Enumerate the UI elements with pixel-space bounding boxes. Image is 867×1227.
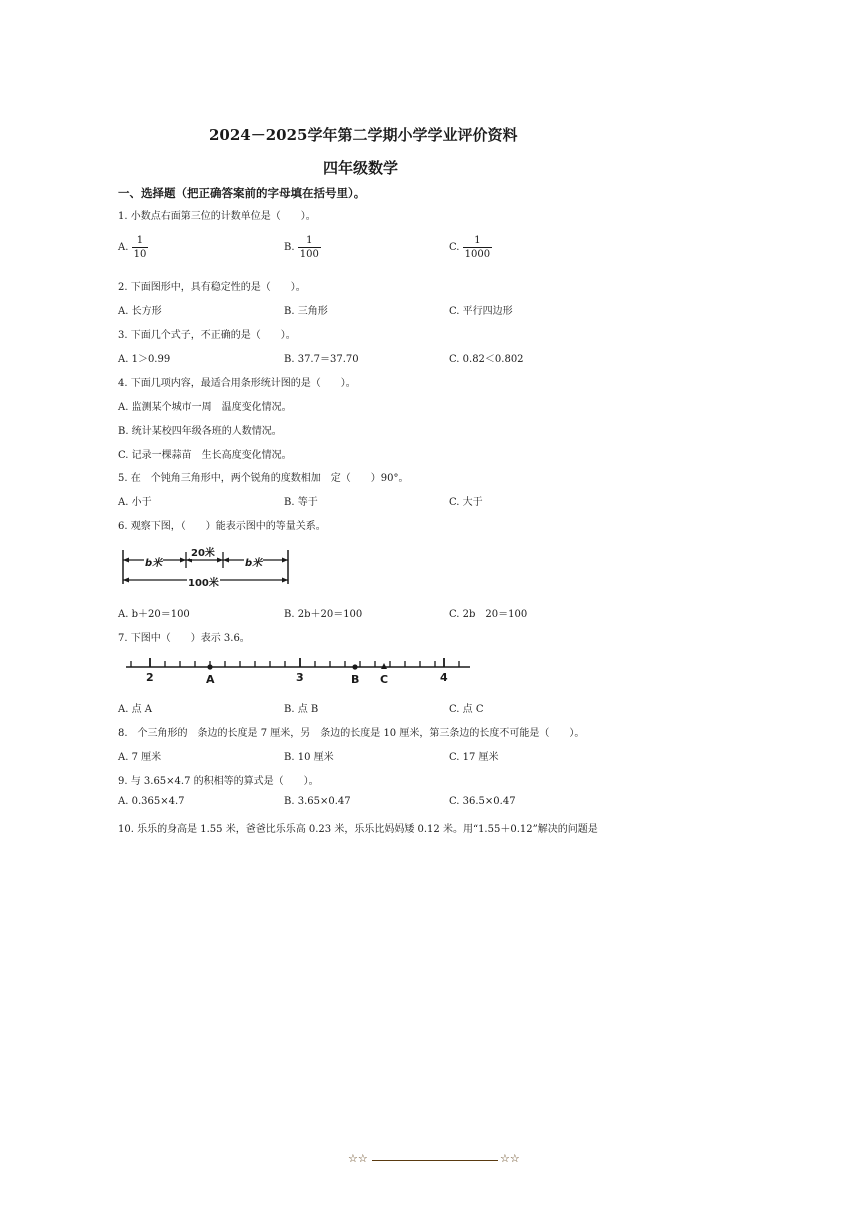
q3-option-b: B. 37.7＝37.70 <box>284 354 359 365</box>
fraction-denominator: 1000 <box>464 249 491 260</box>
q7-option-a: A. 点 A <box>118 704 152 715</box>
label-20: 20米 <box>190 544 216 559</box>
q5-option-a: A. 小于 <box>118 497 152 508</box>
label-b-right: b米 <box>244 554 263 569</box>
option-label: A. <box>118 242 129 253</box>
tick-label-2: 2 <box>146 671 154 684</box>
question-1: 1. 小数点右面第三位的计数单位是（ ）。 <box>118 211 316 222</box>
question-8: 8. 个三角形的 条边的长度是 7 厘米，另 条边的长度是 10 厘米，第三条边的长度不可能是（ ）。 <box>118 728 585 739</box>
question-3: 3. 下面几个式子，不正确的是（ ）。 <box>118 330 296 341</box>
q1-option-b <box>284 234 321 261</box>
question-2: 2. 下面图形中，具有稳定性的是（ ）。 <box>118 282 306 293</box>
q2-option-a: A. 长方形 <box>118 306 162 317</box>
page-subtitle: 四年级数学 <box>323 159 399 177</box>
fraction-numerator: 1 <box>463 234 492 248</box>
q6-option-b: B. 2b＋20＝100 <box>284 609 363 620</box>
option-label: C. <box>449 242 460 253</box>
question-10: 10. 乐乐的身高是 1.55 米，爸爸比乐乐高 0.23 米，乐乐比妈妈矮 0.12 米。用“1.55＋0.12”解决的问题是 <box>118 824 598 835</box>
footer-stars-right: ☆☆ <box>500 1152 520 1165</box>
segment-diagram <box>118 544 298 590</box>
tick-label-4: 4 <box>440 671 448 684</box>
fraction <box>463 234 492 261</box>
label-b-left: b米 <box>144 554 163 569</box>
label-100: 100米 <box>187 574 220 589</box>
point-b-marker <box>352 664 357 669</box>
q7-option-c: C. 点 C <box>449 704 484 715</box>
question-9: 9. 与 3.65×4.7 的积相等的算式是（ ）。 <box>118 776 319 787</box>
question-7: 7. 下图中（ ）表示 3.6。 <box>118 633 250 644</box>
question-4: 4. 下面几项内容，最适合用条形统计图的是（ ）。 <box>118 378 356 389</box>
point-label-c: C <box>380 673 389 686</box>
q1-option-c <box>449 234 492 261</box>
q3-option-c: C. 0.82＜0.802 <box>449 354 524 365</box>
q4-option-a: A. 监测某个城市一周 温度变化情况。 <box>118 402 292 413</box>
option-label: B. <box>284 242 295 253</box>
point-a-marker <box>207 664 212 669</box>
fraction <box>298 234 321 261</box>
fraction-numerator: 1 <box>132 234 149 248</box>
q4-option-c: C. 记录一棵蒜苗 生长高度变化情况。 <box>118 450 292 461</box>
q2-option-c: C. 平行四边形 <box>449 306 513 317</box>
page-title: 2024－2025学年第二学期小学学业评价资料 <box>209 126 518 144</box>
q5-option-c: C. 大于 <box>449 497 483 508</box>
fraction-denominator: 100 <box>299 249 319 260</box>
q9-option-a: A. 0.365×4.7 <box>118 796 185 807</box>
q3-option-a: A. 1＞0.99 <box>118 354 171 365</box>
point-label-a: A <box>206 673 215 686</box>
point-label-b: B <box>351 673 360 686</box>
q6-option-a: A. b＋20＝100 <box>118 609 190 620</box>
footer-decoration <box>348 1152 522 1168</box>
q8-option-c: C. 17 厘米 <box>449 752 499 763</box>
q4-option-b: B. 统计某校四年级各班的人数情况。 <box>118 426 282 437</box>
q8-option-b: B. 10 厘米 <box>284 752 334 763</box>
fraction <box>132 234 149 261</box>
question-6: 6. 观察下图，（ ）能表示图中的等量关系。 <box>118 521 326 532</box>
footer-stars-left: ☆☆ <box>348 1152 368 1165</box>
q1-option-a <box>118 234 148 261</box>
point-c-marker <box>381 663 387 669</box>
q7-option-b: B. 点 B <box>284 704 319 715</box>
q2-option-b: B. 三角形 <box>284 306 328 317</box>
fraction-numerator: 1 <box>298 234 321 248</box>
question-5: 5. 在 个钝角三角形中，两个锐角的度数相加 定（ ）90°。 <box>118 473 409 484</box>
fraction-denominator: 10 <box>133 249 147 260</box>
section-heading: 一、选择题（把正确答案前的字母填在括号里）。 <box>118 186 366 200</box>
q9-option-b: B. 3.65×0.47 <box>284 796 351 807</box>
footer-divider-line <box>372 1160 498 1161</box>
number-line <box>118 655 478 689</box>
q9-option-c: C. 36.5×0.47 <box>449 796 516 807</box>
q5-option-b: B. 等于 <box>284 497 318 508</box>
q8-option-a: A. 7 厘米 <box>118 752 162 763</box>
tick-label-3: 3 <box>296 671 304 684</box>
q6-option-c: C. 2b 20＝100 <box>449 609 528 620</box>
